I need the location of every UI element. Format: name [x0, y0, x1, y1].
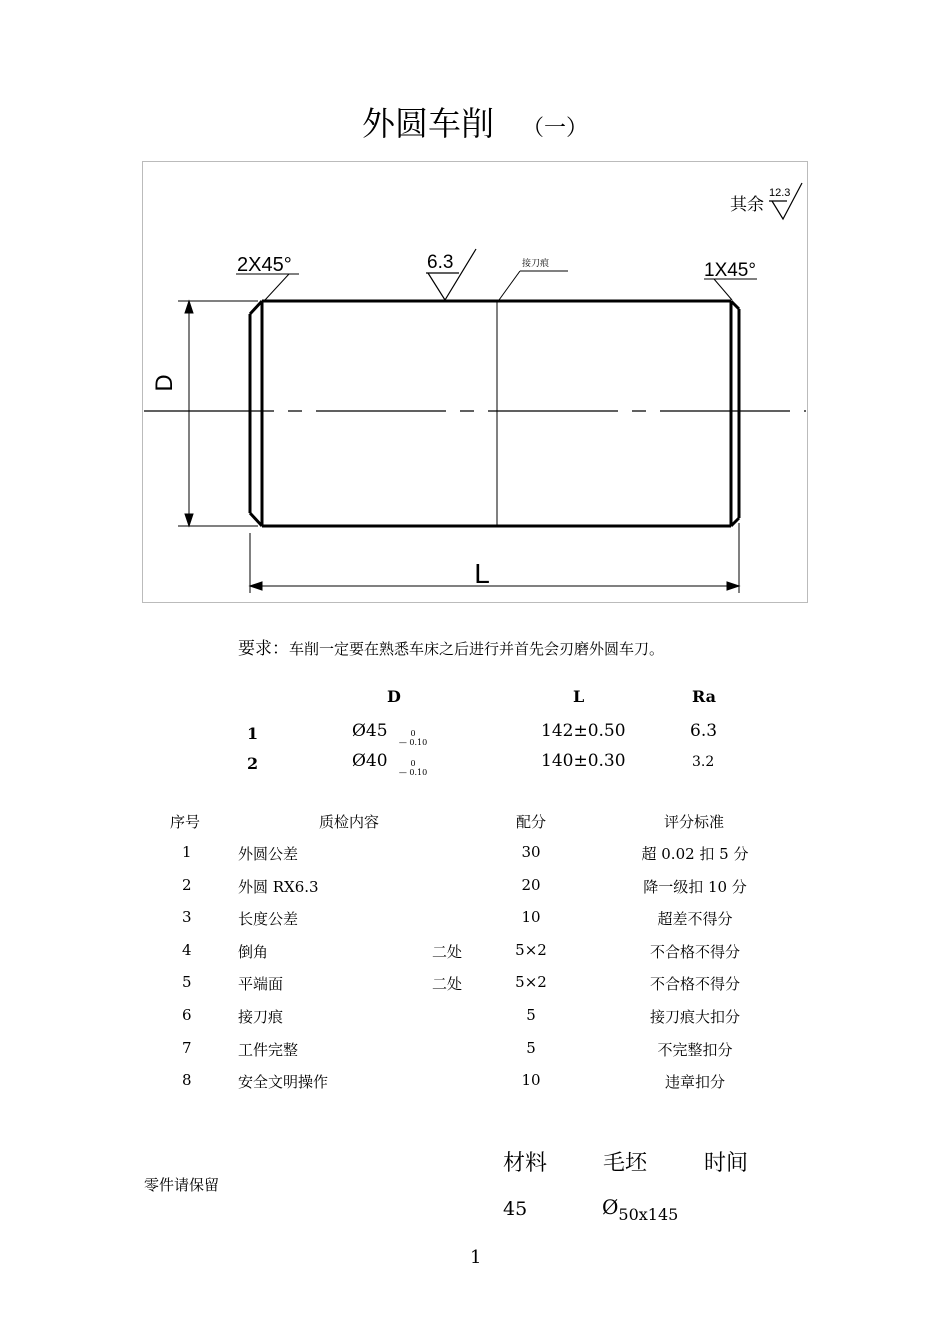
qc-cell-score: 5: [526, 1038, 536, 1057]
qc-cell-criterion: 不完整扣分: [657, 1040, 733, 1059]
qc-header-item: 质检内容: [319, 813, 380, 831]
dim-diameter-label: D: [151, 374, 178, 392]
qc-header-criterion: 评分标准: [664, 813, 725, 831]
spec-row-ra: 6.3: [690, 721, 718, 741]
tol-lower: — 0.10: [398, 768, 428, 777]
roughness-other-value: 12.3: [769, 187, 791, 199]
qc-cell-criterion: 降一级扣 10 分: [643, 877, 747, 896]
title-sub: （一）: [521, 116, 588, 141]
part-drawing: [142, 161, 809, 604]
requirement-text: 车削一定要在熟悉车床之后进行并首先会刃磨外圆车刀。: [289, 640, 665, 658]
blank-value: [602, 1195, 679, 1224]
qc-cell-no: 5: [182, 973, 192, 992]
qc-cell-item: 外圆 RX6.3: [238, 877, 319, 896]
spec-row-tolerance: [395, 729, 431, 747]
qc-cell-score: 20: [521, 875, 541, 894]
joint-mark-label: 接刀痕: [522, 258, 550, 268]
qc-cell-item: 外圆公差: [238, 845, 299, 863]
spec-row-diameter: Ø45: [352, 721, 388, 741]
roughness-main-value: 6.3: [427, 252, 454, 273]
qc-cell-no: 6: [182, 1006, 192, 1024]
spec-header-d: D: [387, 687, 401, 706]
blank-label: 毛坯: [603, 1151, 648, 1176]
spec-row-length: 142±0.50: [541, 721, 626, 741]
qc-cell-item: 倒角: [238, 942, 269, 961]
spec-row-no: 1: [247, 724, 259, 743]
qc-cell-criterion: 超差不得分: [657, 910, 733, 929]
chamfer-left-leader: [236, 274, 299, 300]
drawing-frame: [143, 162, 808, 603]
qc-cell-score: 10: [521, 908, 541, 927]
qc-cell-criterion: 超 0.02 扣 5 分: [641, 845, 749, 863]
qc-cell-note: 二处: [432, 942, 463, 961]
qc-cell-item: 长度公差: [238, 910, 299, 929]
qc-cell-criterion: 不合格不得分: [649, 942, 740, 961]
qc-cell-no: 1: [182, 843, 192, 861]
dim-diameter: [178, 301, 258, 526]
dim-length: [250, 523, 739, 593]
spec-row-ra: 3.2: [692, 754, 715, 770]
qc-cell-score: 30: [521, 843, 541, 861]
spec-header-ra: Ra: [692, 687, 717, 706]
tol-lower: — 0.10: [398, 738, 428, 747]
qc-cell-no: 3: [182, 908, 192, 927]
qc-cell-no: 8: [182, 1071, 192, 1090]
blank-symbol: Ø: [602, 1195, 619, 1219]
qc-header-score: 配分: [516, 813, 547, 831]
blank-size: 50x145: [618, 1205, 679, 1224]
qc-cell-item: 接刀痕: [238, 1008, 284, 1026]
qc-cell-no: 7: [182, 1038, 192, 1057]
page-number: 1: [470, 1247, 482, 1268]
material-value: 45: [503, 1198, 528, 1220]
requirement-label: 要求：: [238, 639, 289, 659]
chamfer-right-leader: [704, 279, 757, 300]
qc-cell-item: 平端面: [238, 975, 284, 994]
spec-row-tolerance: [395, 759, 431, 777]
qc-cell-criterion: 不合格不得分: [649, 975, 740, 994]
qc-header-no: 序号: [170, 813, 201, 831]
qc-cell-score: 5×2: [515, 973, 547, 992]
qc-cell-criterion: 接刀痕大扣分: [649, 1008, 740, 1026]
chamfer-left-label: 2X45°: [237, 254, 292, 276]
qc-cell-no: 4: [182, 940, 192, 959]
spec-row-diameter: Ø40: [352, 751, 388, 771]
time-label: 时间: [704, 1151, 749, 1176]
keep-part-note: 零件请保留: [144, 1176, 220, 1194]
page-title: [0, 98, 950, 145]
tol-upper: 0: [410, 729, 416, 738]
chamfer-right-label: 1X45°: [704, 260, 756, 281]
qc-cell-score: 5×2: [515, 940, 547, 959]
spec-header-l: L: [573, 687, 585, 706]
qc-cell-item: 安全文明操作: [238, 1073, 329, 1092]
title-main: 外圆车削: [361, 104, 494, 143]
joint-mark-leader: [499, 271, 568, 300]
requirement: [238, 634, 664, 659]
qc-cell-criterion: 违章扣分: [664, 1073, 725, 1092]
spec-row-no: 2: [247, 754, 259, 773]
qc-cell-note: 二处: [432, 975, 463, 994]
qc-cell-no: 2: [182, 875, 192, 894]
material-label: 材料: [503, 1151, 548, 1176]
shaft-outline: [250, 301, 739, 526]
roughness-other-label: 其余: [730, 195, 764, 214]
qc-cell-item: 工件完整: [238, 1040, 299, 1059]
dim-length-label: L: [474, 558, 490, 589]
qc-cell-score: 5: [526, 1006, 536, 1024]
tol-upper: 0: [410, 759, 416, 768]
spec-row-length: 140±0.30: [541, 751, 626, 771]
qc-cell-score: 10: [521, 1071, 541, 1090]
